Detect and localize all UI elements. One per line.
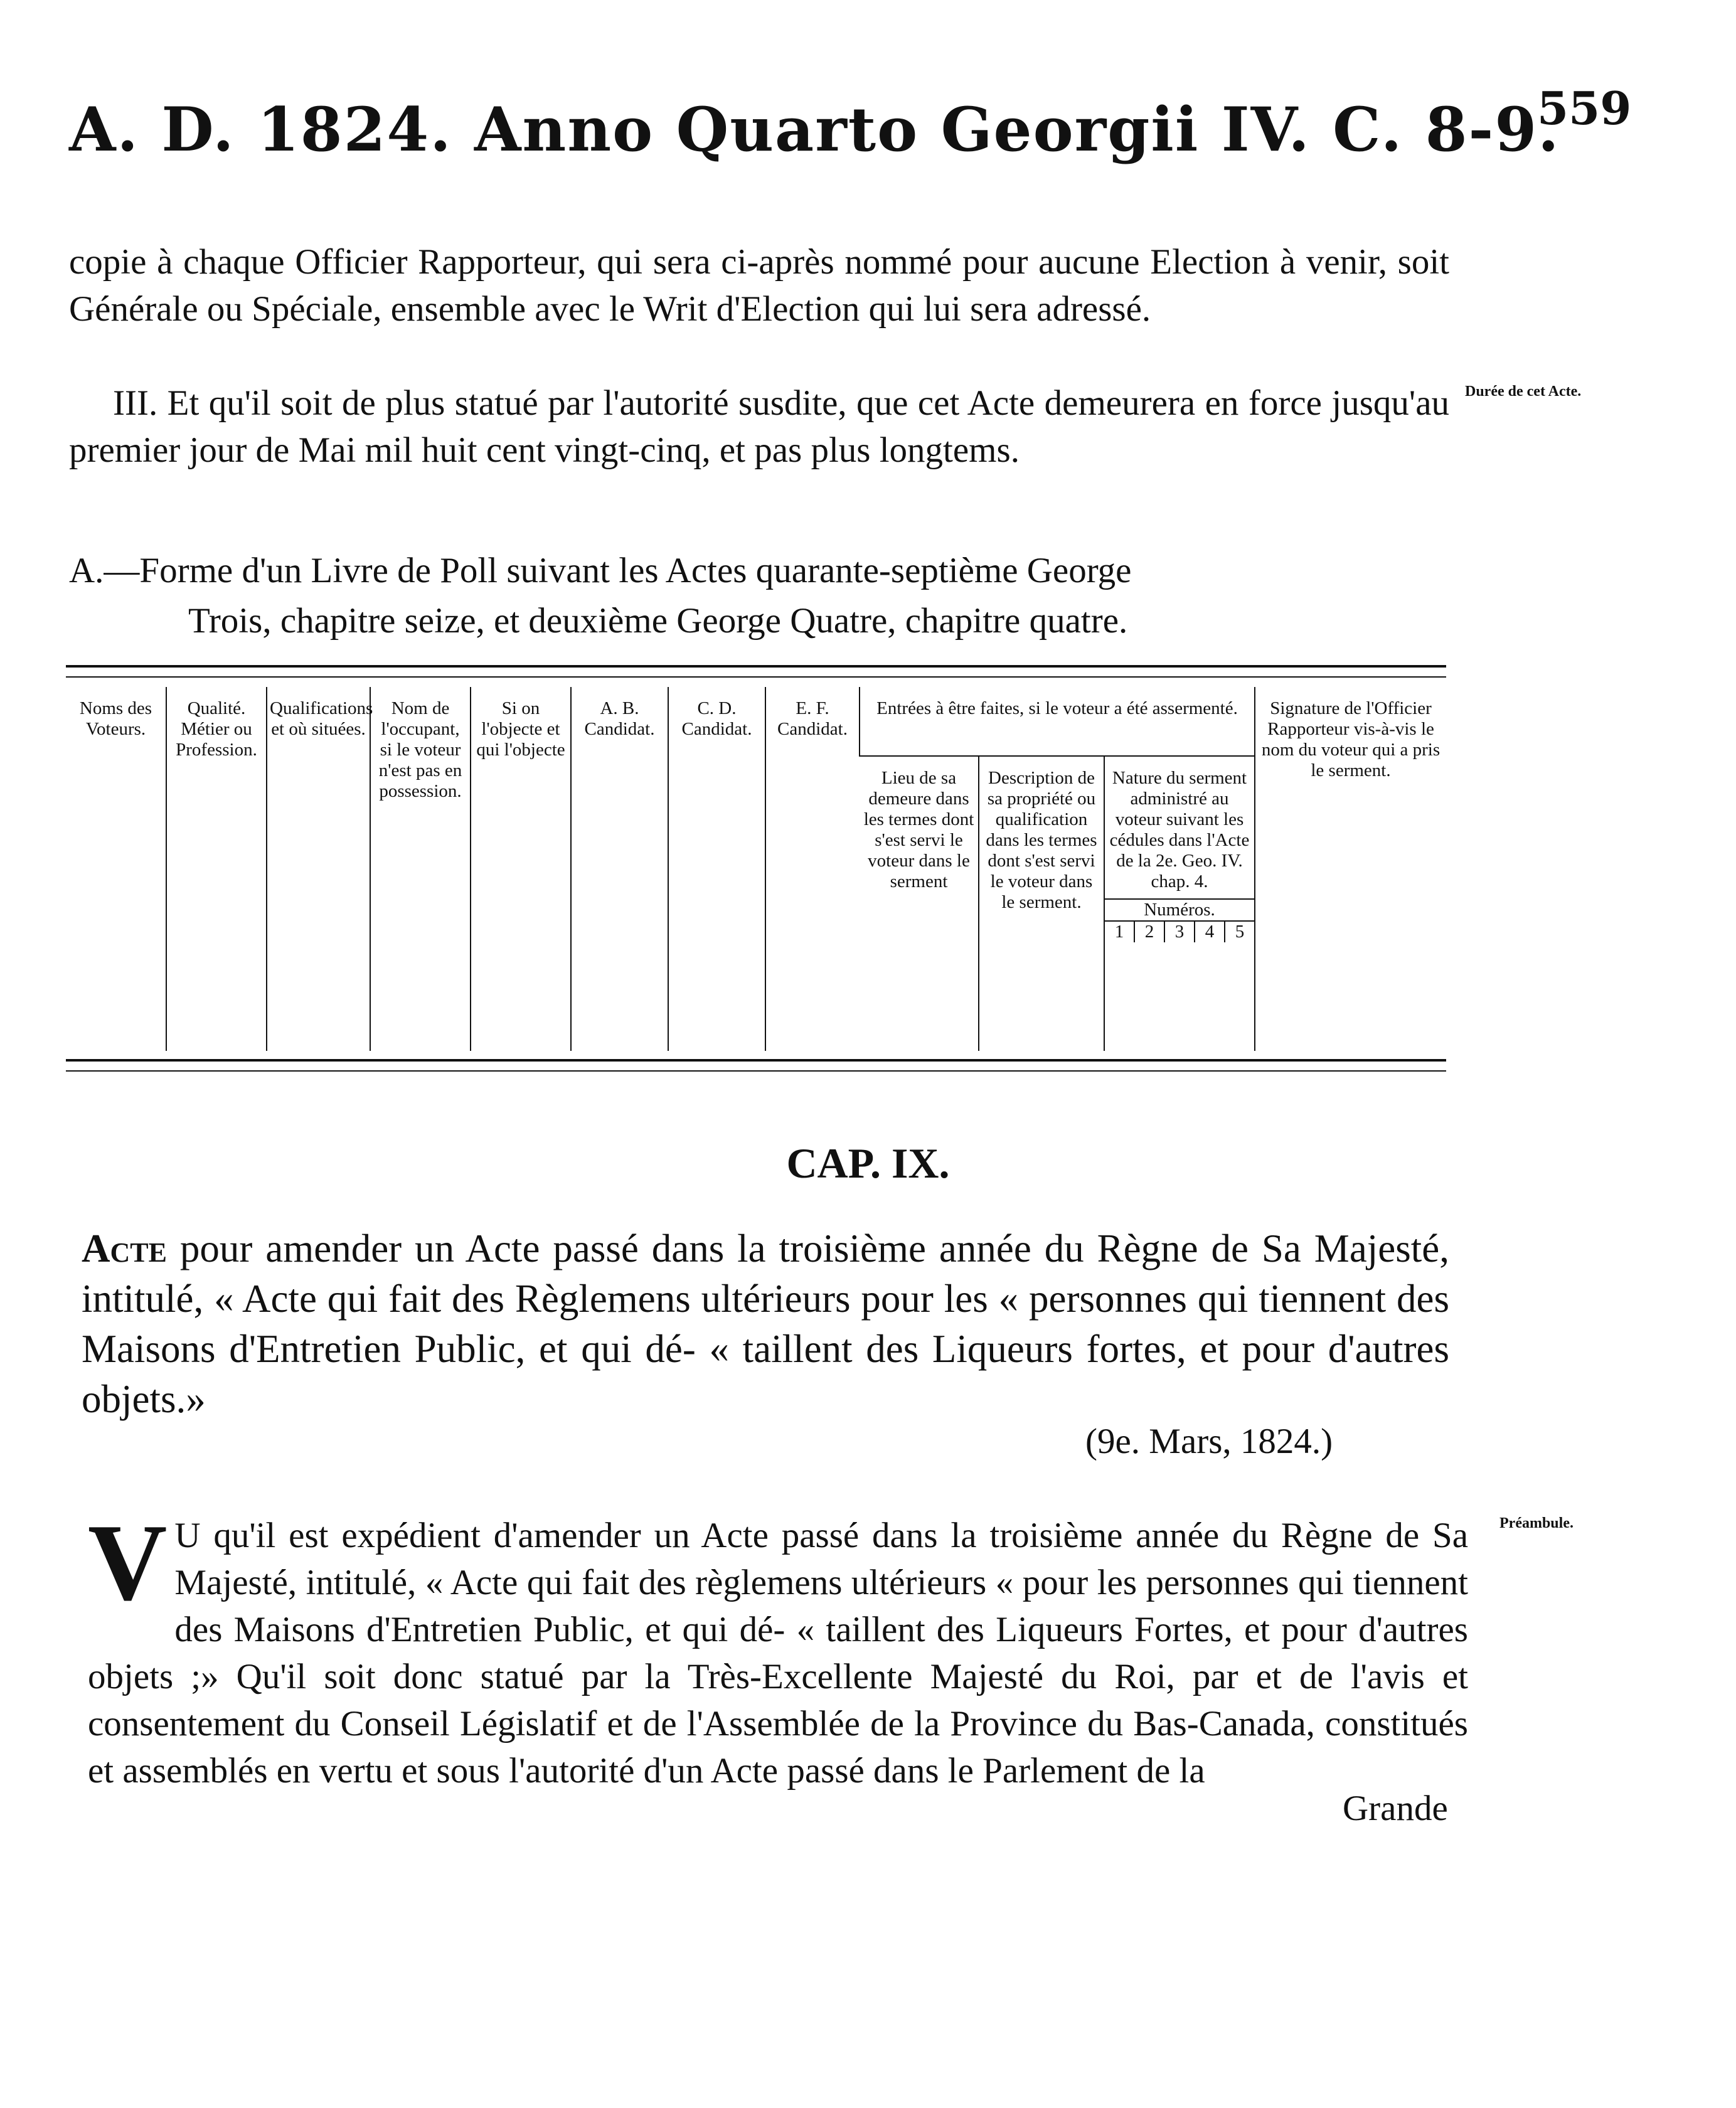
numeros-row (1105, 920, 1254, 942)
preamble-paragraph (88, 1501, 1468, 1794)
table-top-rule-thin (66, 676, 1446, 678)
acte-title (82, 1223, 1449, 1424)
numero-cell: 2 (1135, 922, 1165, 942)
group-header-entrees: Entrées à être faites, si le voteur a été assermenté. (860, 687, 1255, 756)
table-bottom-rule-thin (66, 1070, 1446, 1072)
col-nom-occupant: Nom de l'occupant, si le voteur n'est pas en possession. (370, 687, 471, 1051)
sub-description: Description de sa propriété ou qualification dans les termes dont s'est servi le voteur dans le serment. (979, 756, 1104, 1051)
sub-nature (1104, 756, 1255, 1051)
col-qualite: Qualité. Métier ou Profession. (166, 687, 267, 1051)
poll-book-table (66, 687, 1446, 1051)
acte-first-word: Acte (82, 1227, 167, 1270)
numero-cell: 3 (1165, 922, 1195, 942)
table-top-rule (66, 665, 1446, 668)
margin-note-preambule: Préambule. (1499, 1515, 1574, 1531)
catchword: Grande (1343, 1789, 1448, 1828)
table-bottom-rule (66, 1059, 1446, 1062)
forme-line-1: A.—Forme d'un Livre de Poll suivant les Actes quarante-septième George (69, 551, 1132, 590)
col-qualifications: Qualifications et où situées. (267, 687, 370, 1051)
forme-heading (69, 546, 1449, 646)
margin-note-duree: Durée de cet Acte. (1465, 383, 1582, 400)
page-number: 559 (1537, 82, 1632, 135)
col-candidat-cd: C. D. Candidat. (668, 687, 765, 1051)
continued-paragraph: copie à chaque Officier Rapporteur, qui sera ci-après nommé pour aucune Election à venir, soit Générale ou Spéciale, ensemble avec le Writ d'Election qui lui sera adressé. (69, 242, 1449, 329)
sub-nature-text: Nature du serment administré au voteur suivant les cédules dans l'Acte de la 2e. Geo. IV. chap. 4. (1109, 768, 1250, 892)
numero-cell: 4 (1195, 922, 1225, 942)
numeros-label: Numéros. (1105, 898, 1254, 920)
col-objecte: Si on l'objecte et qui l'objecte (471, 687, 571, 1051)
preamble-text: U qu'il est expédient d'amender un Acte passé dans la troisième année du Règne de Sa Majesté, intitulé, « Acte qui fait des règlemens ultérieurs « pour les personnes qui tiennent des Maisons d'Entretien Public, et qui dé- « taillent des Liqueurs Fortes, et pour d'autres objets ;» Qu'il soit donc statué par la Très-Excellente Majesté du Roi, par et de l'avis et consentement du Conseil Législatif et de l'Assemblée de la Province du Bas-Canada, constitués et assemblés en vertu et sous l'autorité d'un Acte passé dans le Parlement de la (88, 1516, 1468, 1791)
numero-cell: 5 (1235, 922, 1245, 942)
drop-cap: V (88, 1501, 168, 1623)
col-candidat-ab: A. B. Candidat. (571, 687, 668, 1051)
col-signature: Signature de l'Officier Rapporteur vis-à-vis le nom du voteur qui a pris le serment. (1255, 687, 1446, 1051)
col-candidat-ef: E. F. Candidat. (765, 687, 860, 1051)
numero-cell: 1 (1105, 922, 1135, 942)
section-iii: III. Et qu'il soit de plus statué par l'autorité susdite, que cet Acte demeurera en force jusqu'au premier jour de Mai mil huit cent vingt-cinq, et pas plus longtems. (69, 383, 1449, 470)
sub-lieu: Lieu de sa demeure dans les termes dont s'est servi le voteur dans le serment (860, 756, 979, 1051)
chapter-heading: CAP. IX. (786, 1139, 950, 1187)
act-date: (9e. Mars, 1824.) (1085, 1422, 1333, 1461)
col-noms: Noms des Voteurs. (79, 698, 152, 739)
forme-line-2: Trois, chapitre seize, et deuxième George Quatre, chapitre quatre. (188, 601, 1128, 641)
acte-title-text: pour amender un Acte passé dans la troisième année du Règne de Sa Majesté, intitulé, « Acte qui fait des Règlemens ultérieurs pour les « personnes qui tiennent des Maisons d'Entretien Public, et qui dé- « taillent des Liqueurs fortes, et pour d'autres objets.» (82, 1227, 1449, 1421)
running-head: A. D. 1824. Anno Quarto Georgii IV. C. 8-9. (69, 94, 1560, 165)
